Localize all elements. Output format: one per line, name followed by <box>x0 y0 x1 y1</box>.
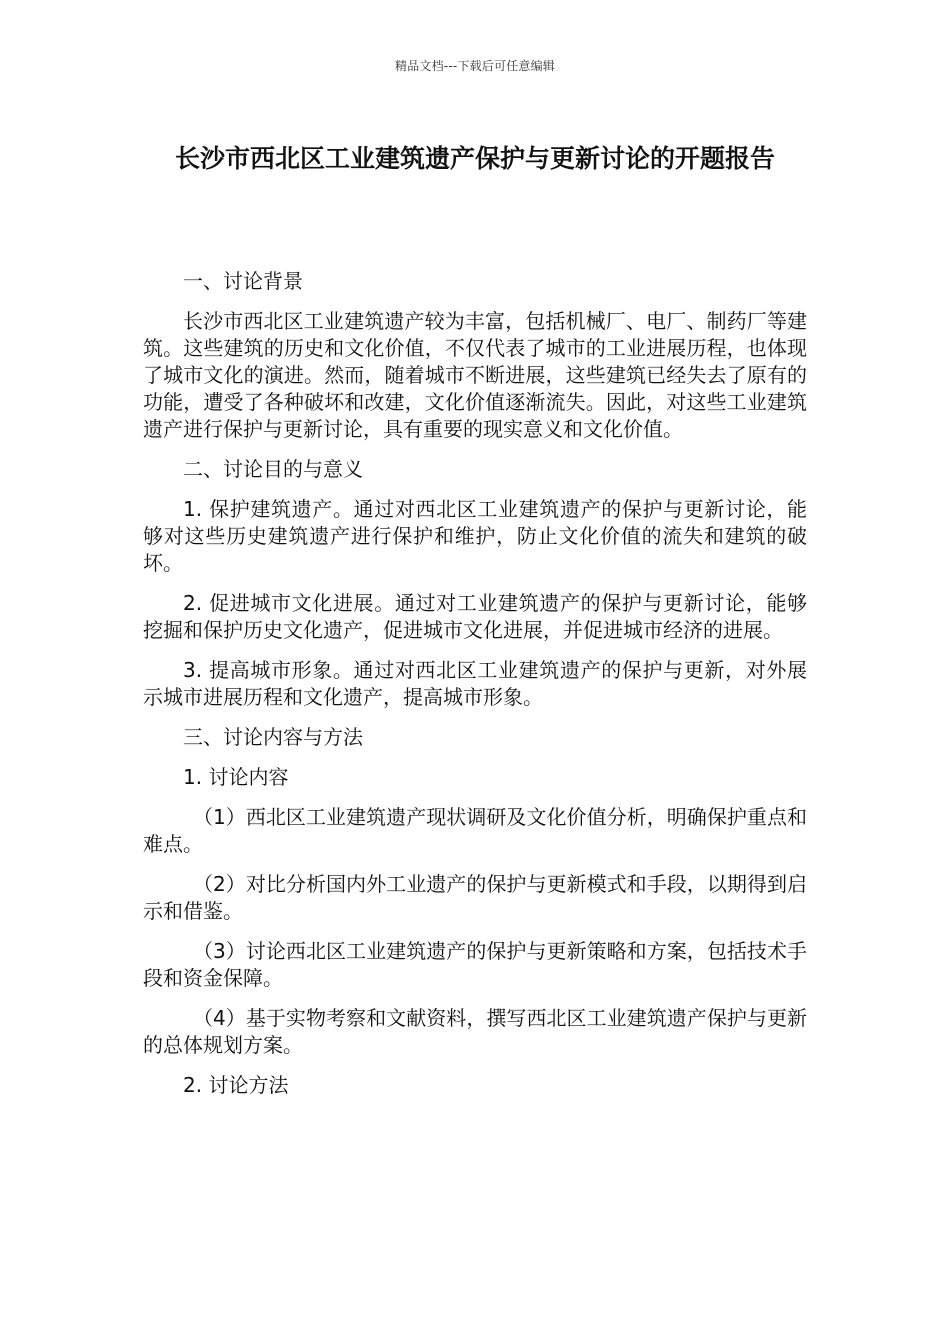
purpose-item-2: 2. 促进城市文化进展。通过对工业建筑遗产的保护与更新讨论，能够挖掘和保护历史文化遗产，促进城市文化进展，并促进城市经济的进展。 <box>143 591 807 642</box>
section-heading-content-method: 三、讨论内容与方法 <box>183 725 363 749</box>
purpose-item-3: 3. 提高城市形象。通过对西北区工业建筑遗产的保护与更新，对外展示城市进展历程和文化遗产，提高城市形象。 <box>143 658 807 709</box>
background-paragraph: 长沙市西北区工业建筑遗产较为丰富，包括机械厂、电厂、制药厂等建筑。这些建筑的历史和文化价值，不仅代表了城市的工业进展历程，也体现了城市文化的演进。然而，随着城市不断进展，这些建筑已经失去了原有的功能，遭受了各种破坏和改建，文化价值逐渐流失。因此，对这些工业建筑遗产进行保护与更新讨论，具有重要的现实意义和文化价值。 <box>143 309 807 441</box>
purpose-item-1: 1. 保护建筑遗产。通过对西北区工业建筑遗产的保护与更新讨论，能够对这些历史建筑遗产进行保护和维护，防止文化价值的流失和建筑的破坏。 <box>143 497 807 575</box>
document-body <box>143 268 807 1112</box>
content-item-2: （2）对比分析国内外工业遗产的保护与更新模式和手段，以期得到启示和借鉴。 <box>143 872 807 923</box>
content-item-1: （1）西北区工业建筑遗产现状调研及文化价值分析，明确保护重点和难点。 <box>143 805 807 856</box>
subheading-content: 1. 讨论内容 <box>183 765 289 789</box>
header-note: 精品文档---下载后可任意编辑 <box>395 59 555 73</box>
subheading-method: 2. 讨论方法 <box>183 1073 289 1097</box>
content-item-3: （3）讨论西北区工业建筑遗产的保护与更新策略和方案，包括技术手段和资金保障。 <box>143 939 807 990</box>
section-heading-background: 一、讨论背景 <box>183 269 303 293</box>
content-item-4: （4）基于实物考察和文献资料，撰写西北区工业建筑遗产保护与更新的总体规划方案。 <box>143 1006 807 1057</box>
section-heading-purpose: 二、讨论目的与意义 <box>183 457 363 481</box>
document-title: 长沙市西北区工业建筑遗产保护与更新讨论的开题报告 <box>174 144 775 173</box>
